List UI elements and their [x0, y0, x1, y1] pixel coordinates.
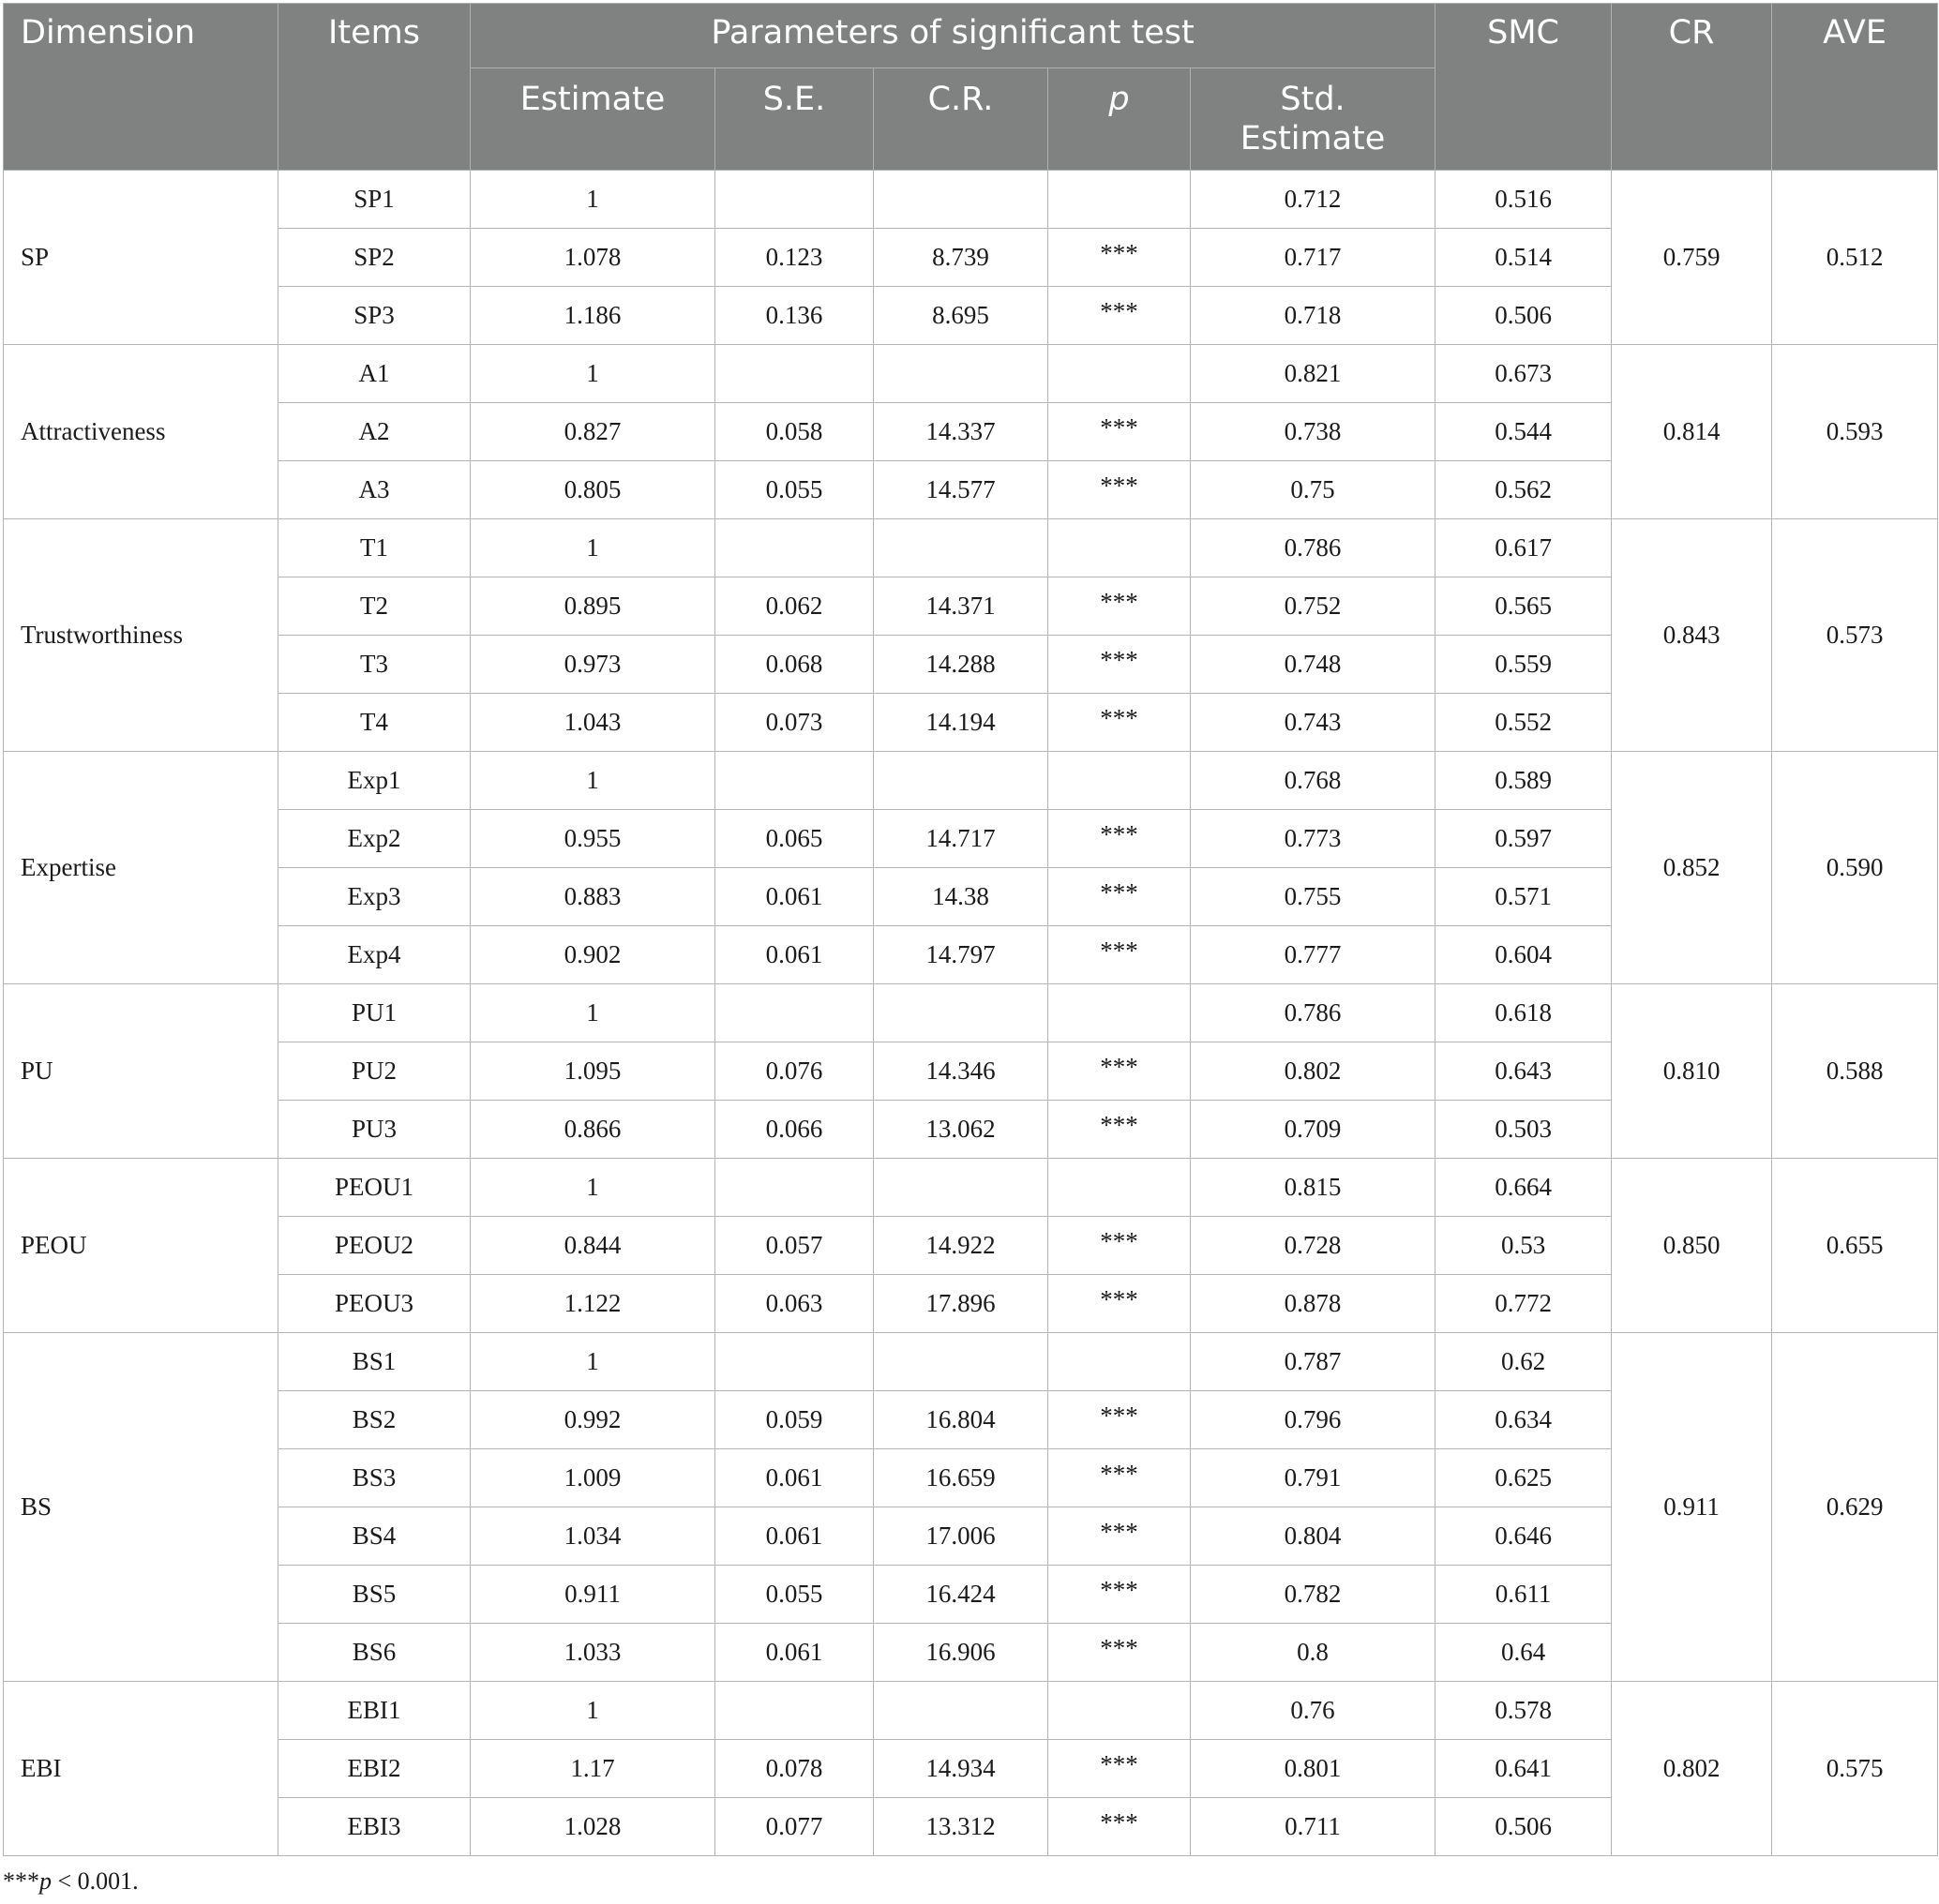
estimate-cell: 0.973	[471, 636, 715, 694]
smc-cell: 0.578	[1435, 1682, 1612, 1740]
item-cell: PU2	[278, 1042, 471, 1101]
p-cell: ***	[1048, 287, 1191, 345]
table-row	[4, 519, 1938, 577]
dimension-cell: PEOU	[4, 1159, 278, 1333]
estimate-cell: 1	[471, 1333, 715, 1391]
footnote-stars: ***	[3, 1867, 39, 1895]
std-estimate-cell: 0.728	[1191, 1217, 1435, 1275]
cr-stat-cell: 17.006	[874, 1507, 1048, 1566]
std-estimate-cell: 0.76	[1191, 1682, 1435, 1740]
se-cell: 0.068	[715, 636, 874, 694]
table-row	[4, 984, 1938, 1042]
cr-stat-cell	[874, 1159, 1048, 1217]
p-cell: ***	[1048, 461, 1191, 519]
header-std-line1: Std.	[1280, 81, 1345, 118]
smc-cell: 0.562	[1435, 461, 1612, 519]
item-cell: BS1	[278, 1333, 471, 1391]
estimate-cell: 1	[471, 752, 715, 810]
smc-cell: 0.634	[1435, 1391, 1612, 1449]
table-row	[4, 1159, 1938, 1217]
p-cell: ***	[1048, 1217, 1191, 1275]
p-cell	[1048, 1333, 1191, 1391]
estimate-cell: 1.078	[471, 229, 715, 287]
header-smc: SMC	[1435, 4, 1612, 171]
std-estimate-cell: 0.878	[1191, 1275, 1435, 1333]
se-cell: 0.062	[715, 577, 874, 636]
cr-stat-cell	[874, 519, 1048, 577]
std-estimate-cell: 0.782	[1191, 1566, 1435, 1624]
item-cell: BS4	[278, 1507, 471, 1566]
se-cell: 0.055	[715, 461, 874, 519]
p-cell: ***	[1048, 926, 1191, 984]
estimate-cell: 0.805	[471, 461, 715, 519]
item-cell: A3	[278, 461, 471, 519]
item-cell: SP2	[278, 229, 471, 287]
estimate-cell: 1.122	[471, 1275, 715, 1333]
estimate-cell: 1.095	[471, 1042, 715, 1101]
std-estimate-cell: 0.796	[1191, 1391, 1435, 1449]
std-estimate-cell: 0.815	[1191, 1159, 1435, 1217]
estimate-cell: 1.033	[471, 1624, 715, 1682]
cr-cell: 0.852	[1612, 752, 1772, 984]
se-cell: 0.058	[715, 403, 874, 461]
table-row	[4, 171, 1938, 229]
item-cell: BS2	[278, 1391, 471, 1449]
header-dimension: Dimension	[4, 4, 278, 171]
estimate-cell: 1.034	[471, 1507, 715, 1566]
item-cell: EBI3	[278, 1798, 471, 1856]
estimate-cell: 1.028	[471, 1798, 715, 1856]
item-cell: T1	[278, 519, 471, 577]
p-cell: ***	[1048, 636, 1191, 694]
p-cell: ***	[1048, 1798, 1191, 1856]
p-cell	[1048, 519, 1191, 577]
item-cell: BS3	[278, 1449, 471, 1507]
footnote-text: < 0.001.	[52, 1867, 139, 1895]
p-cell: ***	[1048, 403, 1191, 461]
std-estimate-cell: 0.709	[1191, 1101, 1435, 1159]
item-cell: PU1	[278, 984, 471, 1042]
estimate-cell: 0.895	[471, 577, 715, 636]
cr-stat-cell: 14.934	[874, 1740, 1048, 1798]
estimate-cell: 0.955	[471, 810, 715, 868]
ave-cell: 0.590	[1772, 752, 1938, 984]
estimate-cell: 1.17	[471, 1740, 715, 1798]
cr-cell: 0.843	[1612, 519, 1772, 752]
p-cell	[1048, 752, 1191, 810]
std-estimate-cell: 0.718	[1191, 287, 1435, 345]
cr-stat-cell	[874, 1333, 1048, 1391]
std-estimate-cell: 0.821	[1191, 345, 1435, 403]
dimension-cell: PU	[4, 984, 278, 1159]
header-p: p	[1048, 68, 1191, 171]
se-cell: 0.073	[715, 694, 874, 752]
cr-cell: 0.810	[1612, 984, 1772, 1159]
item-cell: PEOU2	[278, 1217, 471, 1275]
cr-cell: 0.802	[1612, 1682, 1772, 1856]
estimate-cell: 1.009	[471, 1449, 715, 1507]
cr-stat-cell: 14.38	[874, 868, 1048, 926]
cr-stat-cell: 14.194	[874, 694, 1048, 752]
se-cell	[715, 171, 874, 229]
estimate-cell: 1	[471, 171, 715, 229]
std-estimate-cell: 0.738	[1191, 403, 1435, 461]
ave-cell: 0.588	[1772, 984, 1938, 1159]
se-cell: 0.061	[715, 926, 874, 984]
estimate-cell: 0.902	[471, 926, 715, 984]
item-cell: Exp1	[278, 752, 471, 810]
p-cell: ***	[1048, 1507, 1191, 1566]
item-cell: Exp3	[278, 868, 471, 926]
se-cell	[715, 752, 874, 810]
smc-cell: 0.503	[1435, 1101, 1612, 1159]
std-estimate-cell: 0.752	[1191, 577, 1435, 636]
p-cell: ***	[1048, 1449, 1191, 1507]
item-cell: Exp4	[278, 926, 471, 984]
table-row	[4, 1333, 1938, 1391]
cr-cell: 0.759	[1612, 171, 1772, 345]
estimate-cell: 0.827	[471, 403, 715, 461]
cr-stat-cell: 16.659	[874, 1449, 1048, 1507]
p-cell	[1048, 171, 1191, 229]
std-estimate-cell: 0.773	[1191, 810, 1435, 868]
se-cell: 0.066	[715, 1101, 874, 1159]
smc-cell: 0.565	[1435, 577, 1612, 636]
se-cell: 0.136	[715, 287, 874, 345]
table-header	[4, 4, 1938, 171]
std-estimate-cell: 0.786	[1191, 519, 1435, 577]
item-cell: BS6	[278, 1624, 471, 1682]
estimate-cell: 0.866	[471, 1101, 715, 1159]
cfa-table-container	[3, 3, 1937, 1856]
se-cell: 0.061	[715, 868, 874, 926]
table-row	[4, 1682, 1938, 1740]
item-cell: T4	[278, 694, 471, 752]
cr-cell: 0.814	[1612, 345, 1772, 519]
std-estimate-cell: 0.801	[1191, 1740, 1435, 1798]
p-cell: ***	[1048, 577, 1191, 636]
ave-cell: 0.629	[1772, 1333, 1938, 1682]
se-cell	[715, 1682, 874, 1740]
cr-stat-cell: 16.424	[874, 1566, 1048, 1624]
smc-cell: 0.506	[1435, 287, 1612, 345]
item-cell: A2	[278, 403, 471, 461]
std-estimate-cell: 0.787	[1191, 1333, 1435, 1391]
cr-stat-cell: 14.577	[874, 461, 1048, 519]
smc-cell: 0.618	[1435, 984, 1612, 1042]
item-cell: PEOU3	[278, 1275, 471, 1333]
se-cell: 0.059	[715, 1391, 874, 1449]
p-cell: ***	[1048, 1391, 1191, 1449]
p-cell: ***	[1048, 1624, 1191, 1682]
se-cell	[715, 984, 874, 1042]
cr-stat-cell: 13.312	[874, 1798, 1048, 1856]
std-estimate-cell: 0.748	[1191, 636, 1435, 694]
smc-cell: 0.552	[1435, 694, 1612, 752]
header-estimate: Estimate	[471, 68, 715, 171]
std-estimate-cell: 0.75	[1191, 461, 1435, 519]
smc-cell: 0.571	[1435, 868, 1612, 926]
smc-cell: 0.597	[1435, 810, 1612, 868]
smc-cell: 0.617	[1435, 519, 1612, 577]
se-cell: 0.078	[715, 1740, 874, 1798]
cr-stat-cell	[874, 752, 1048, 810]
item-cell: T2	[278, 577, 471, 636]
ave-cell: 0.573	[1772, 519, 1938, 752]
estimate-cell: 0.992	[471, 1391, 715, 1449]
smc-cell: 0.625	[1435, 1449, 1612, 1507]
cr-stat-cell	[874, 984, 1048, 1042]
p-cell: ***	[1048, 868, 1191, 926]
header-std-estimate	[1191, 68, 1435, 171]
std-estimate-cell: 0.712	[1191, 171, 1435, 229]
item-cell: A1	[278, 345, 471, 403]
smc-cell: 0.611	[1435, 1566, 1612, 1624]
ave-cell: 0.512	[1772, 171, 1938, 345]
smc-cell: 0.673	[1435, 345, 1612, 403]
smc-cell: 0.664	[1435, 1159, 1612, 1217]
footnote-p: p	[39, 1867, 52, 1895]
cr-stat-cell: 14.717	[874, 810, 1048, 868]
p-cell	[1048, 345, 1191, 403]
smc-cell: 0.604	[1435, 926, 1612, 984]
dimension-cell: Expertise	[4, 752, 278, 984]
header-items: Items	[278, 4, 471, 171]
std-estimate-cell: 0.711	[1191, 1798, 1435, 1856]
p-cell	[1048, 984, 1191, 1042]
smc-cell: 0.62	[1435, 1333, 1612, 1391]
std-estimate-cell: 0.8	[1191, 1624, 1435, 1682]
cr-stat-cell	[874, 1682, 1048, 1740]
cr-stat-cell: 8.695	[874, 287, 1048, 345]
table-footnote	[3, 1867, 139, 1896]
smc-cell: 0.641	[1435, 1740, 1612, 1798]
item-cell: PU3	[278, 1101, 471, 1159]
std-estimate-cell: 0.791	[1191, 1449, 1435, 1507]
cfa-results-table	[3, 3, 1938, 1856]
se-cell: 0.055	[715, 1566, 874, 1624]
cr-cell: 0.850	[1612, 1159, 1772, 1333]
header-ave: AVE	[1772, 4, 1938, 171]
table-row	[4, 345, 1938, 403]
header-cr-stat: C.R.	[874, 68, 1048, 171]
std-estimate-cell: 0.755	[1191, 868, 1435, 926]
se-cell: 0.076	[715, 1042, 874, 1101]
se-cell: 0.061	[715, 1507, 874, 1566]
cr-stat-cell	[874, 171, 1048, 229]
se-cell: 0.077	[715, 1798, 874, 1856]
estimate-cell: 1	[471, 984, 715, 1042]
estimate-cell: 1	[471, 1682, 715, 1740]
smc-cell: 0.506	[1435, 1798, 1612, 1856]
std-estimate-cell: 0.768	[1191, 752, 1435, 810]
ave-cell: 0.575	[1772, 1682, 1938, 1856]
estimate-cell: 1.043	[471, 694, 715, 752]
estimate-cell: 0.911	[471, 1566, 715, 1624]
estimate-cell: 1	[471, 1159, 715, 1217]
cr-stat-cell: 14.337	[874, 403, 1048, 461]
smc-cell: 0.516	[1435, 171, 1612, 229]
se-cell	[715, 345, 874, 403]
std-estimate-cell: 0.777	[1191, 926, 1435, 984]
estimate-cell: 1.186	[471, 287, 715, 345]
p-cell: ***	[1048, 1101, 1191, 1159]
estimate-cell: 0.844	[471, 1217, 715, 1275]
cr-cell: 0.911	[1612, 1333, 1772, 1682]
p-cell	[1048, 1159, 1191, 1217]
smc-cell: 0.53	[1435, 1217, 1612, 1275]
item-cell: SP1	[278, 171, 471, 229]
std-estimate-cell: 0.717	[1191, 229, 1435, 287]
header-std-line2: Estimate	[1240, 120, 1386, 157]
se-cell: 0.065	[715, 810, 874, 868]
dimension-cell: BS	[4, 1333, 278, 1682]
cr-stat-cell: 14.797	[874, 926, 1048, 984]
cr-stat-cell: 16.906	[874, 1624, 1048, 1682]
item-cell: SP3	[278, 287, 471, 345]
se-cell	[715, 519, 874, 577]
se-cell	[715, 1159, 874, 1217]
item-cell: Exp2	[278, 810, 471, 868]
se-cell: 0.123	[715, 229, 874, 287]
smc-cell: 0.64	[1435, 1624, 1612, 1682]
cr-stat-cell: 16.804	[874, 1391, 1048, 1449]
ave-cell: 0.655	[1772, 1159, 1938, 1333]
p-cell: ***	[1048, 229, 1191, 287]
p-cell: ***	[1048, 694, 1191, 752]
se-cell: 0.063	[715, 1275, 874, 1333]
cr-stat-cell: 14.346	[874, 1042, 1048, 1101]
smc-cell: 0.559	[1435, 636, 1612, 694]
item-cell: T3	[278, 636, 471, 694]
table-body	[4, 171, 1938, 1856]
p-cell: ***	[1048, 1566, 1191, 1624]
cr-stat-cell: 14.371	[874, 577, 1048, 636]
cr-stat-cell: 8.739	[874, 229, 1048, 287]
smc-cell: 0.514	[1435, 229, 1612, 287]
p-cell	[1048, 1682, 1191, 1740]
smc-cell: 0.646	[1435, 1507, 1612, 1566]
estimate-cell: 1	[471, 345, 715, 403]
dimension-cell: SP	[4, 171, 278, 345]
se-cell	[715, 1333, 874, 1391]
cr-stat-cell: 13.062	[874, 1101, 1048, 1159]
smc-cell: 0.643	[1435, 1042, 1612, 1101]
p-cell: ***	[1048, 810, 1191, 868]
dimension-cell: Trustworthiness	[4, 519, 278, 752]
cr-stat-cell: 14.922	[874, 1217, 1048, 1275]
item-cell: PEOU1	[278, 1159, 471, 1217]
smc-cell: 0.772	[1435, 1275, 1612, 1333]
table-row	[4, 752, 1938, 810]
header-params-group: Parameters of significant test	[471, 4, 1435, 68]
std-estimate-cell: 0.743	[1191, 694, 1435, 752]
header-se: S.E.	[715, 68, 874, 171]
cr-stat-cell: 17.896	[874, 1275, 1048, 1333]
ave-cell: 0.593	[1772, 345, 1938, 519]
se-cell: 0.061	[715, 1449, 874, 1507]
p-cell: ***	[1048, 1042, 1191, 1101]
smc-cell: 0.589	[1435, 752, 1612, 810]
se-cell: 0.057	[715, 1217, 874, 1275]
std-estimate-cell: 0.804	[1191, 1507, 1435, 1566]
estimate-cell: 1	[471, 519, 715, 577]
std-estimate-cell: 0.802	[1191, 1042, 1435, 1101]
item-cell: EBI1	[278, 1682, 471, 1740]
estimate-cell: 0.883	[471, 868, 715, 926]
item-cell: BS5	[278, 1566, 471, 1624]
header-cr: CR	[1612, 4, 1772, 171]
dimension-cell: EBI	[4, 1682, 278, 1856]
cr-stat-cell: 14.288	[874, 636, 1048, 694]
std-estimate-cell: 0.786	[1191, 984, 1435, 1042]
p-cell: ***	[1048, 1740, 1191, 1798]
cr-stat-cell	[874, 345, 1048, 403]
p-cell: ***	[1048, 1275, 1191, 1333]
se-cell: 0.061	[715, 1624, 874, 1682]
item-cell: EBI2	[278, 1740, 471, 1798]
dimension-cell: Attractiveness	[4, 345, 278, 519]
smc-cell: 0.544	[1435, 403, 1612, 461]
